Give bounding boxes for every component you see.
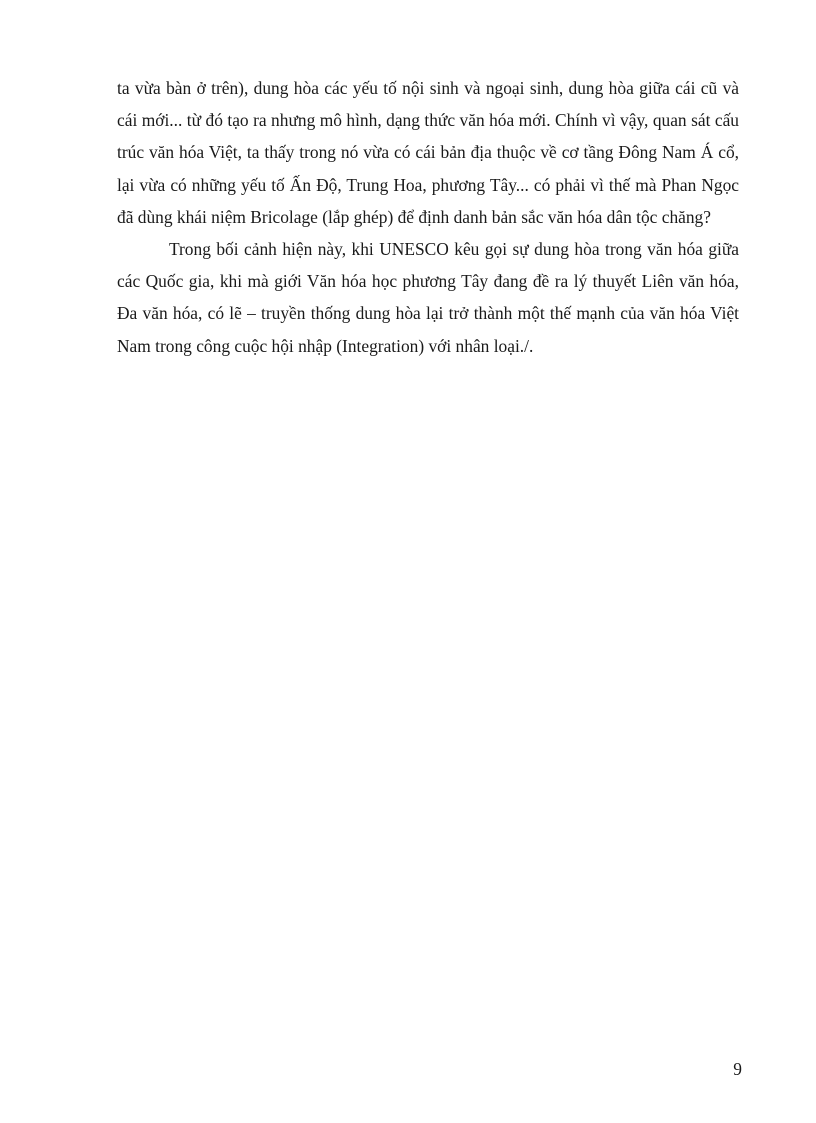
page-number: 9 [733,1059,742,1079]
paragraph-continuation: ta vừa bàn ở trên), dung hòa các yếu tố nội sinh và ngoại sinh, dung hòa giữa cái cũ và cái mới... từ đó tạo ra nhưng mô hình, dạng thức văn hóa mới. Chính vì vậy, quan sát cấu trúc văn hóa Việt, ta thấy trong nó vừa có cái bản địa thuộc về cơ tầng Đông Nam Á cổ, lại vừa có những yếu tố Ấn Độ, Trung Hoa, phương Tây... có phải vì thế mà Phan Ngọc đã dùng khái niệm Bricolage (lắp ghép) để định danh bản sắc văn hóa dân tộc chăng? [117,78,739,227]
body-text [117,72,739,362]
paragraph-conclusion: Trong bối cảnh hiện này, khi UNESCO kêu gọi sự dung hòa trong văn hóa giữa các Quốc gia, khi mà giới Văn hóa học phương Tây đang đề ra lý thuyết Liên văn hóa, Đa văn hóa, có lẽ – truyền thống dung hòa lại trở thành một thế mạnh của văn hóa Việt Nam trong công cuộc hội nhập (Integration) với nhân loại./. [117,239,739,356]
